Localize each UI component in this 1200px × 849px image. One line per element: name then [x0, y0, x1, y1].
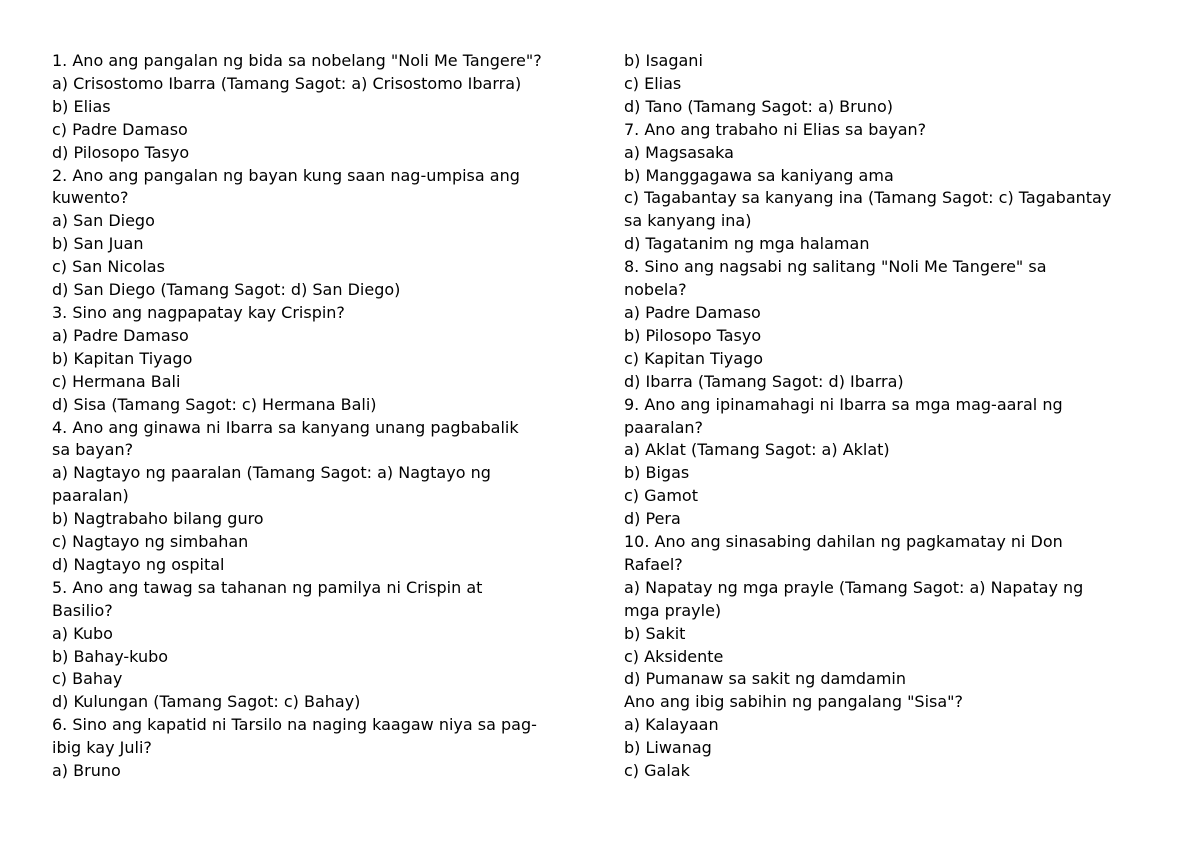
text-line: Basilio? [52, 600, 113, 620]
text-line: d) Sisa (Tamang Sagot: c) Hermana Bali) [52, 394, 377, 414]
text-line: sa bayan? [52, 440, 134, 460]
text-line: d) Pilosopo Tasyo [52, 142, 190, 162]
text-line: d) Tagatanim ng mga halaman [624, 234, 870, 254]
text-line: b) San Juan [52, 234, 144, 254]
text-line: c) Aksidente [624, 646, 724, 666]
text-line: c) Galak [624, 761, 690, 781]
text-line: c) Gamot [624, 486, 698, 506]
text-line: d) Tano (Tamang Sagot: a) Bruno) [624, 96, 894, 116]
text-line: a) Aklat (Tamang Sagot: a) Aklat) [624, 440, 890, 460]
text-line: Ano ang ibig sabihin ng pangalang "Sisa"? [624, 692, 964, 712]
text-line: b) Pilosopo Tasyo [624, 325, 762, 345]
text-line: a) Magsasaka [624, 142, 734, 162]
text-line: paaralan? [624, 417, 704, 437]
text-line: c) Nagtayo ng simbahan [52, 532, 249, 552]
text-line: b) Manggagawa sa kaniyang ama [624, 165, 894, 185]
text-line: 1. Ano ang pangalan ng bida sa nobelang "Noli Me Tangere"? [52, 51, 542, 70]
text-line: d) Kulungan (Tamang Sagot: c) Bahay) [52, 692, 361, 712]
text-line: 7. Ano ang trabaho ni Elias sa bayan? [624, 119, 927, 139]
text-line: c) San Nicolas [52, 257, 165, 277]
text-line: b) Isagani [624, 51, 703, 70]
text-line: d) Ibarra (Tamang Sagot: d) Ibarra) [624, 371, 904, 391]
text-line: a) Napatay ng mga prayle (Tamang Sagot: a) Napatay ng [624, 577, 1084, 597]
text-line: b) Kapitan Tiyago [52, 348, 193, 368]
text-line: 3. Sino ang nagpapatay kay Crispin? [52, 302, 345, 322]
text-line: a) Crisostomo Ibarra (Tamang Sagot: a) Crisostomo Ibarra) [52, 73, 522, 93]
text-line: 9. Ano ang ipinamahagi ni Ibarra sa mga mag-aaral ng [624, 394, 1063, 414]
text-line: Rafael? [624, 554, 683, 574]
text-line: c) Kapitan Tiyago [624, 348, 763, 368]
text-line: a) Nagtayo ng paaralan (Tamang Sagot: a) Nagtayo ng [52, 463, 491, 483]
text-line: d) San Diego (Tamang Sagot: d) San Diego) [52, 280, 401, 300]
text-line: a) Padre Damaso [52, 325, 189, 345]
text-line: a) San Diego [52, 211, 155, 231]
text-line: 8. Sino ang nagsabi ng salitang "Noli Me Tangere" sa [624, 257, 1047, 277]
text-line: 5. Ano ang tawag sa tahanan ng pamilya ni Crispin at [52, 577, 483, 597]
text-line: b) Bigas [624, 463, 690, 483]
text-line: d) Nagtayo ng ospital [52, 554, 225, 574]
text-line: 4. Ano ang ginawa ni Ibarra sa kanyang unang pagbabalik [52, 417, 519, 437]
right-column [624, 50, 1164, 783]
text-line: d) Pumanaw sa sakit ng damdamin [624, 669, 906, 689]
text-line: a) Padre Damaso [624, 302, 761, 322]
text-line: b) Nagtrabaho bilang guro [52, 509, 264, 529]
text-line: a) Bruno [52, 761, 121, 781]
text-line: 6. Sino ang kapatid ni Tarsilo na naging kaagaw niya sa pag- [52, 715, 537, 735]
text-line: ibig kay Juli? [52, 738, 152, 758]
text-line: b) Elias [52, 96, 111, 116]
text-line: b) Sakit [624, 623, 686, 643]
text-line: a) Kalayaan [624, 715, 719, 735]
text-line: c) Padre Damaso [52, 119, 188, 139]
text-line: sa kanyang ina) [624, 211, 752, 231]
text-line: 10. Ano ang sinasabing dahilan ng pagkamatay ni Don [624, 532, 1063, 552]
text-line: mga prayle) [624, 600, 722, 620]
text-line: d) Pera [624, 509, 681, 529]
text-line: nobela? [624, 280, 687, 300]
text-line: c) Bahay [52, 669, 123, 689]
text-line: c) Tagabantay sa kanyang ina (Tamang Sagot: c) Tagabantay [624, 188, 1112, 208]
text-line: paaralan) [52, 486, 129, 506]
text-line: kuwento? [52, 188, 129, 208]
text-line: 2. Ano ang pangalan ng bayan kung saan nag-umpisa ang [52, 165, 520, 185]
text-line: b) Liwanag [624, 738, 712, 758]
text-line: c) Elias [624, 73, 682, 93]
text-line: b) Bahay-kubo [52, 646, 169, 666]
text-line: a) Kubo [52, 623, 113, 643]
text-line: c) Hermana Bali [52, 371, 181, 391]
left-column [52, 50, 582, 783]
